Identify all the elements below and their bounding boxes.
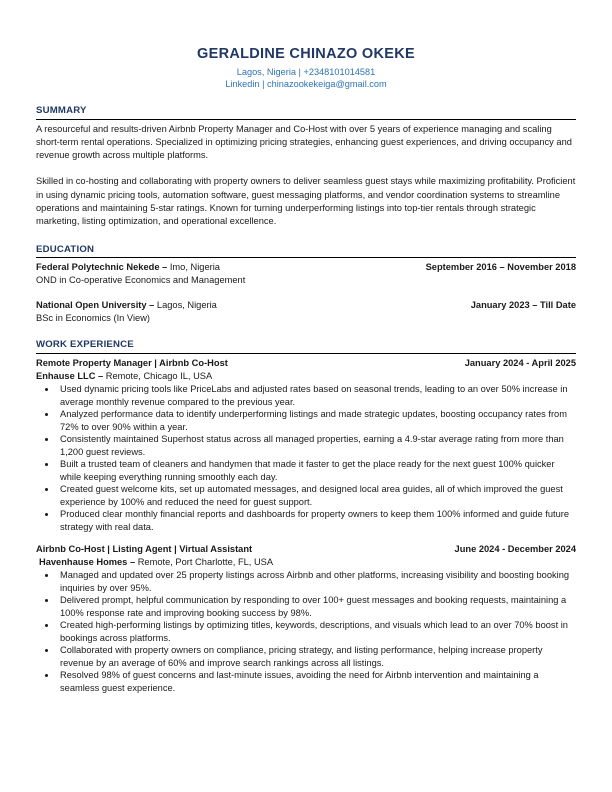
institution-name: Federal Polytechnic Nekede – — [36, 262, 168, 273]
education-degree: OND in Co-operative Economics and Management — [36, 274, 246, 285]
education-section — [36, 244, 576, 325]
candidate-name: GERALDINE CHINAZO OKEKE — [197, 46, 415, 62]
job-bullet-list — [57, 383, 576, 533]
bullet-item: • Created high-performing listings by optimizing titles, keywords, descriptions, and visuals which lead to an over 70% boost in bookings across platforms. — [57, 619, 576, 644]
bullet-item: • Managed and updated over 25 property listings across Airbnb and other platforms, increasing visibility and boosting booking inquiries by over 95%. — [57, 569, 576, 594]
education-heading: EDUCATION — [36, 244, 576, 259]
bullet-item: • Created guest welcome kits, set up automated messages, and designed local area guides, all of which improved the guest experience by 100% and reduced the need for guest support. — [57, 483, 576, 508]
summary-paragraph-1: A resourceful and results-driven Airbnb Property Manager and Co-Host with over 5 years of experience managing and scaling short-term rental operations. Specialized in optimizing pricing strategies, enhancing guest experiences, and driving occupancy and revenue growth across multiple platforms. — [36, 123, 572, 161]
institution-name: National Open University – — [36, 300, 155, 311]
education-dates: January 2023 – Till Date — [470, 300, 576, 311]
summary-heading: SUMMARY — [36, 105, 576, 120]
company-name: Enhause LLC – — [36, 370, 104, 381]
institution-location: Imo, Nigeria — [167, 262, 220, 273]
contact-location-phone: Lagos, Nigeria | +2348101014581 — [236, 67, 376, 77]
job-entry — [36, 357, 576, 533]
company-location: Remote, Port Charlotte, FL, USA — [135, 556, 274, 567]
job-dates: January 2024 - April 2025 — [464, 357, 576, 368]
job-entry — [36, 543, 576, 694]
bullet-item: • Built a trusted team of cleaners and handymen that made it faster to get the place ready for the next guest 100% quicker while keeping everything running smoothly each day. — [57, 458, 576, 483]
summary-paragraph-2: Skilled in co-hosting and collaborating with property owners to deliver seamless guest stays while maximizing profitability. Proficient in using dynamic pricing tools, automation software, guest messaging platforms, and vendor coordination systems to streamline operations and maintaining 5-star ratings. Known for turning underperforming listings into top-tier rentals through strategic marketing, listing optimization, and operational excellence. — [36, 176, 576, 227]
work-experience-heading: WORK EXPERIENCE — [36, 339, 576, 354]
bullet-item: • Consistently maintained Superhost status across all managed properties, earning a 4.9-star average rating from more than 1,200 guest reviews. — [57, 433, 576, 458]
job-dates: June 2024 - December 2024 — [454, 544, 576, 555]
contact-linkedin-email[interactable]: Linkedin | chinazookekeiga@gmail.com — [225, 79, 387, 89]
summary-section — [36, 105, 576, 229]
bullet-item: • Produced clear monthly financial reports and dashboards for property owners to keep them 100% informed and guide future strategy with real data. — [57, 508, 576, 533]
education-dates: September 2016 – November 2018 — [425, 262, 576, 273]
education-degree: BSc in Economics (In View) — [36, 312, 151, 323]
education-institution-line — [36, 261, 220, 274]
bullet-item: • Used dynamic pricing tools like PriceLabs and adjusted rates based on seasonal trends, leading to an over 50% increase in average monthly revenue compared to the previous year. — [57, 383, 576, 408]
education-institution-line — [36, 299, 217, 312]
company-location: Remote, Chicago IL, USA — [103, 370, 213, 381]
job-bullet-list — [57, 569, 576, 694]
resume-header — [36, 46, 576, 90]
job-title: Remote Property Manager | Airbnb Co-Host — [36, 357, 228, 368]
bullet-item: • Resolved 98% of guest concerns and last-minute issues, avoiding the need for Airbnb intervention and maintaining a seamless guest experience. — [57, 669, 576, 694]
education-entry — [36, 299, 576, 324]
work-experience-section — [36, 339, 576, 694]
company-name: Havenhause Homes – — [39, 556, 136, 567]
bullet-item: • Delivered prompt, helpful communication by responding to over 100+ guest messages and booking requests, maintaining a 100% response rate and improving booking success by 98%. — [57, 594, 576, 619]
education-entry — [36, 261, 576, 286]
institution-location: Lagos, Nigeria — [154, 300, 217, 311]
bullet-item: • Collaborated with property owners on compliance, pricing strategy, and listing performance, helping increase property revenue by an average of 60% and improve search rankings across all listings. — [57, 644, 576, 669]
contact-block — [36, 66, 576, 90]
bullet-item: • Analyzed performance data to identify underperforming listings and made strategic updates, boosting occupancy rates from 72% to over 90% within a year. — [57, 408, 576, 433]
job-title: Airbnb Co-Host | Listing Agent | Virtual Assistant — [36, 544, 253, 555]
job-company-line — [36, 556, 576, 569]
job-company-line — [36, 370, 576, 383]
